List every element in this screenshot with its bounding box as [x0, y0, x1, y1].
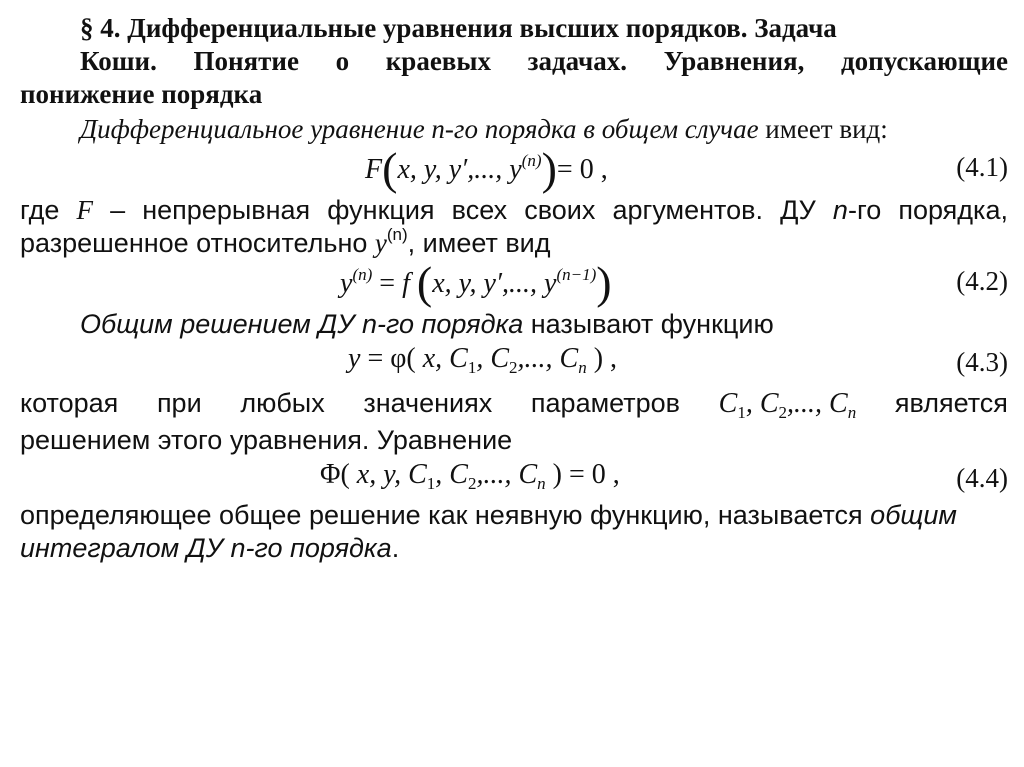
- paragraph-general-integral: определяющее общее решение как неявную функцию, называется общим интегралом ДУ n-го порядка.: [20, 500, 957, 563]
- paragraph-where-f: где F – непрерывная функция всех своих аргументов. ДУ n-го порядка, разрешенное относительно $y^{(n)}$, имеет вид: [20, 195, 1008, 258]
- equation-4-2: [20, 257, 1008, 308]
- equation-4-1-formula: F(x, y, y′,..., $y^{(n)})= 0$ ,: [365, 143, 608, 194]
- paragraph-general-solution: Общим решением ДУ n-го порядка называют функцию: [80, 309, 774, 339]
- title-line-2: Коши. Понятие о краевых задачах. Уравнения, допускающие: [80, 46, 1008, 76]
- equation-4-1-number: (4.1): [956, 152, 1008, 182]
- equation-4-3: [20, 341, 1008, 383]
- equation-4-1: [20, 143, 1008, 194]
- page: [20, 12, 1008, 565]
- equation-4-3-number: (4.3): [956, 347, 1008, 377]
- parameters-formula: $C_1$, $C_2$,..., $C_n$: [718, 388, 857, 422]
- paragraph-solution-line: решением этого уравнения. Уравнение: [20, 425, 513, 455]
- paragraph-parameters-line: которая при любых значениях параметров $C_1$, $C_2$,..., $C_n$ является: [20, 388, 1008, 422]
- equation-4-2-formula: $y^{(n)} = f$ (x, y, y′,..., $y^{(n-1)}$): [340, 257, 612, 308]
- title-line-3: понижение порядка: [20, 79, 263, 109]
- general-solution-term: Общим решением ДУ n-го порядка: [80, 309, 524, 339]
- definition-rest: имеет вид:: [758, 114, 888, 144]
- equation-4-2-number: (4.2): [956, 266, 1008, 296]
- equation-4-3-formula: y = φ( x, $C_1$, $C_2$,..., $C_n$ ) ,: [348, 343, 618, 377]
- equation-4-4-number: (4.4): [956, 463, 1008, 493]
- equation-4-4-formula: Φ( x, y, $C_1$, $C_2$,..., $C_n$ ) = 0 ,: [320, 459, 620, 493]
- definition-term: Дифференциальное уравнение n-го порядка в общем случае: [80, 114, 759, 144]
- section-title: [20, 12, 1008, 111]
- equation-4-4: [20, 457, 1008, 499]
- title-line-1: § 4. Дифференциальные уравнения высших порядков. Задача: [80, 13, 837, 43]
- paragraph-ode-definition: [20, 113, 1008, 146]
